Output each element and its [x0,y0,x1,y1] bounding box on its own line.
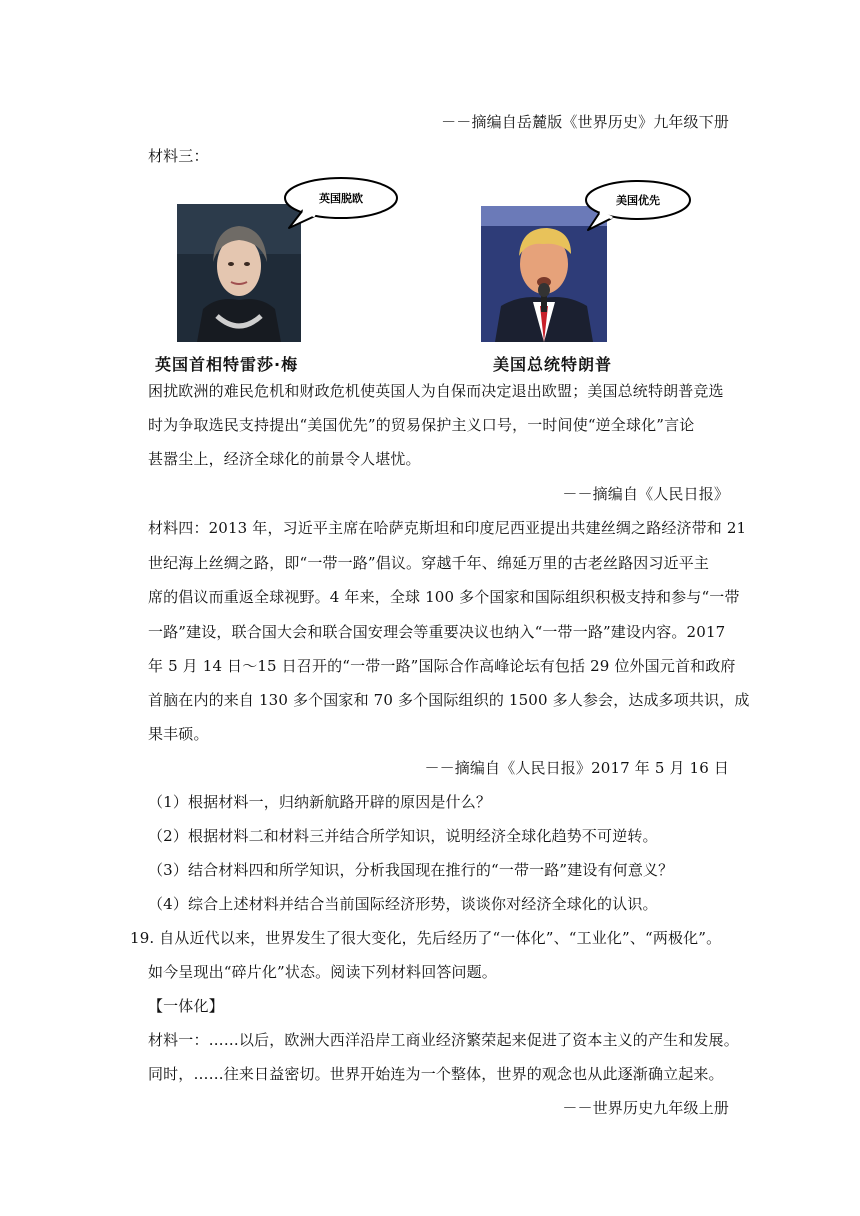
source-citation-1: －－摘编自岳麓版《世界历史》九年级下册 [441,113,729,131]
source-citation-2: －－摘编自《人民日报》 [562,485,729,503]
q19-material-1-line: 材料一：……以后，欧洲大西洋沿岸工商业经济繁荣起来促进了资本主义的产生和发展。 [148,1031,739,1049]
question-4: （4）综合上述材料并结合当前国际经济形势，谈谈你对经济全球化的认识。 [148,895,658,913]
material-3-text-line: 甚嚣尘上，经济全球化的前景令人堪忧。 [148,450,421,468]
material-3-label: 材料三： [148,147,209,165]
material-4-text-line: 一路”建设，联合国大会和联合国安理会等重要决议也纳入“一带一路”建设内容。2017 [148,623,726,641]
left-caption: 英国首相特雷莎·梅 [155,355,299,374]
material-4-text-line: 果丰硕。 [148,725,209,743]
left-bubble-text: 英国脱欧 [319,192,363,205]
section-heading: 【一体化】 [148,997,224,1015]
question-19-intro-cont: 如今呈现出“碎片化”状态。阅读下列材料回答问题。 [148,963,497,981]
material-3-text-line: 困扰欧洲的难民危机和财政危机使英国人为自保而决定退出欧盟；美国总统特朗普竞选 [148,382,724,400]
question-19-intro: 19. 自从近代以来，世界发生了很大变化，先后经历了“一体化”、“工业化”、“两极化”。 [130,929,722,947]
question-1: （1）根据材料一，归纳新航路开辟的原因是什么？ [148,793,491,811]
right-speech-bubble [582,178,694,236]
source-citation-3: －－摘编自《人民日报》2017 年 5 月 16 日 [424,759,729,777]
material-4-text-line: 材料四：2013 年，习近平主席在哈萨克斯坦和印度尼西亚提出共建丝绸之路经济带和 21 [148,519,747,537]
question-3: （3）结合材料四和所学知识，分析我国现在推行的“一带一路”建设有何意义？ [148,861,674,879]
material-3-text-line: 时为争取选民支持提出“美国优先”的贸易保护主义口号，一时间使“逆全球化”言论 [148,416,695,434]
right-bubble-text: 美国优先 [616,194,660,207]
material-4-text-line: 首脑在内的来自 130 多个国家和 70 多个国际组织的 1500 多人参会，达成多项共识，成 [148,691,750,709]
material-4-text-line: 席的倡议而重返全球视野。4 年来，全球 100 多个国家和国际组织积极支持和参与“一带 [148,588,740,606]
source-citation-4: －－世界历史九年级上册 [562,1099,729,1117]
left-speech-bubble [281,174,401,234]
material-3-figure [149,174,694,374]
q19-material-1-line: 同时，……往来日益密切。世界开始连为一个整体，世界的观念也从此逐渐确立起来。 [148,1065,724,1083]
right-caption: 美国总统特朗普 [493,355,613,374]
question-2: （2）根据材料二和材料三并结合所学知识，说明经济全球化趋势不可逆转。 [148,827,658,845]
material-4-text-line: 年 5 月 14 日～15 日召开的“一带一路”国际合作高峰论坛有包括 29 位外国元首和政府 [148,657,736,675]
material-4-text-line: 世纪海上丝绸之路，即“一带一路”倡议。穿越千年、绵延万里的古老丝路因习近平主 [148,554,710,572]
